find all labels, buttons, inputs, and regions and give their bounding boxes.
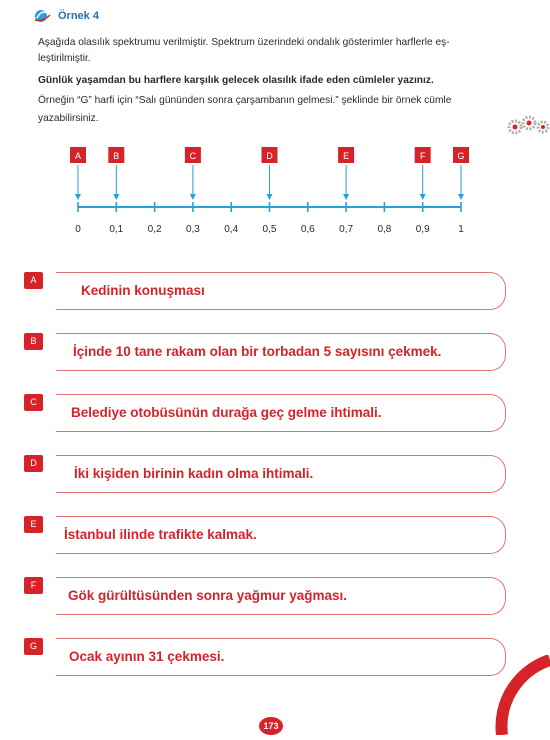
answer-text: İki kişiden birinin kadın olma ihtimali.	[74, 466, 314, 481]
letter-tag-label: E	[343, 151, 350, 161]
letter-tag-label: D	[266, 151, 273, 161]
page-number: 173	[259, 717, 283, 735]
pointer-arrowhead	[420, 194, 426, 200]
pointer-arrowhead	[75, 194, 81, 200]
answer-text: Gök gürültüsünden sonra yağmur yağması.	[68, 588, 348, 603]
pointer-arrowhead	[190, 194, 196, 200]
answer-label: B	[24, 333, 43, 350]
pointer-arrowhead	[343, 194, 349, 200]
answer-box	[22, 272, 506, 310]
answer-box	[22, 638, 506, 676]
probability-spectrum	[0, 0, 550, 245]
tick-label: 0	[75, 224, 81, 235]
answer-label: C	[24, 394, 43, 411]
answer-label: D	[24, 455, 43, 472]
letter-tag-label: F	[419, 151, 426, 161]
answer-text: İstanbul ilinde trafikte kalmak.	[64, 527, 257, 542]
answer-box	[22, 516, 506, 554]
pointer-arrowhead	[458, 194, 464, 200]
answer-box	[22, 455, 506, 493]
letter-tag-label: B	[113, 151, 120, 161]
answer-text: Belediye otobüsünün durağa geç gelme ihtimali.	[71, 405, 382, 420]
intro-line-2: leştirilmiştir.	[38, 53, 91, 64]
tick-label: 0,9	[415, 224, 430, 235]
tick-label: 0,8	[377, 224, 392, 235]
answer-label: E	[24, 516, 43, 533]
intro-instruction: Günlük yaşamdan bu harflere karşılık gelecek olasılık ifade eden cümleler yazınız.	[38, 75, 434, 86]
answer-text: Ocak ayının 31 çekmesi.	[69, 649, 225, 664]
answer-text: Kedinin konuşması	[81, 283, 205, 298]
tick-label: 0,7	[339, 224, 354, 235]
decorative-arc	[490, 655, 550, 740]
example-title: Örnek 4	[58, 10, 99, 22]
tick-label: 0,5	[262, 224, 277, 235]
intro-line-1: Aşağıda olasılık spektrumu verilmiştir. Spektrum üzerindeki ondalık gösterimler harflerle eş-	[38, 37, 450, 48]
answer-text: İçinde 10 tane rakam olan bir torbadan 5 sayısını çekmek.	[73, 344, 442, 359]
letter-tag-label: C	[189, 151, 197, 161]
tick-label: 0,4	[224, 224, 239, 235]
tick-label: 0,2	[147, 224, 162, 235]
pointer-arrowhead	[113, 194, 119, 200]
answer-label: G	[24, 638, 43, 655]
intro-line-4: Örneğin “G” harfi için “Salı gününden sonra çarşambanın gelmesi.” şeklinde bir örnek cümle	[38, 95, 452, 106]
tick-label: 0,3	[185, 224, 200, 235]
pointer-arrowhead	[267, 194, 273, 200]
letter-tag-label: G	[457, 151, 465, 161]
answer-box	[22, 333, 506, 371]
intro-line-5: yazabilirsiniz.	[38, 113, 99, 124]
answer-label: F	[24, 577, 43, 594]
answer-box	[22, 394, 506, 432]
answer-box	[22, 577, 506, 615]
letter-tag-label: A	[74, 151, 82, 161]
tick-label: 0,1	[109, 224, 124, 235]
tick-label: 1	[458, 224, 464, 235]
tick-label: 0,6	[300, 224, 315, 235]
answer-label: A	[24, 272, 43, 289]
